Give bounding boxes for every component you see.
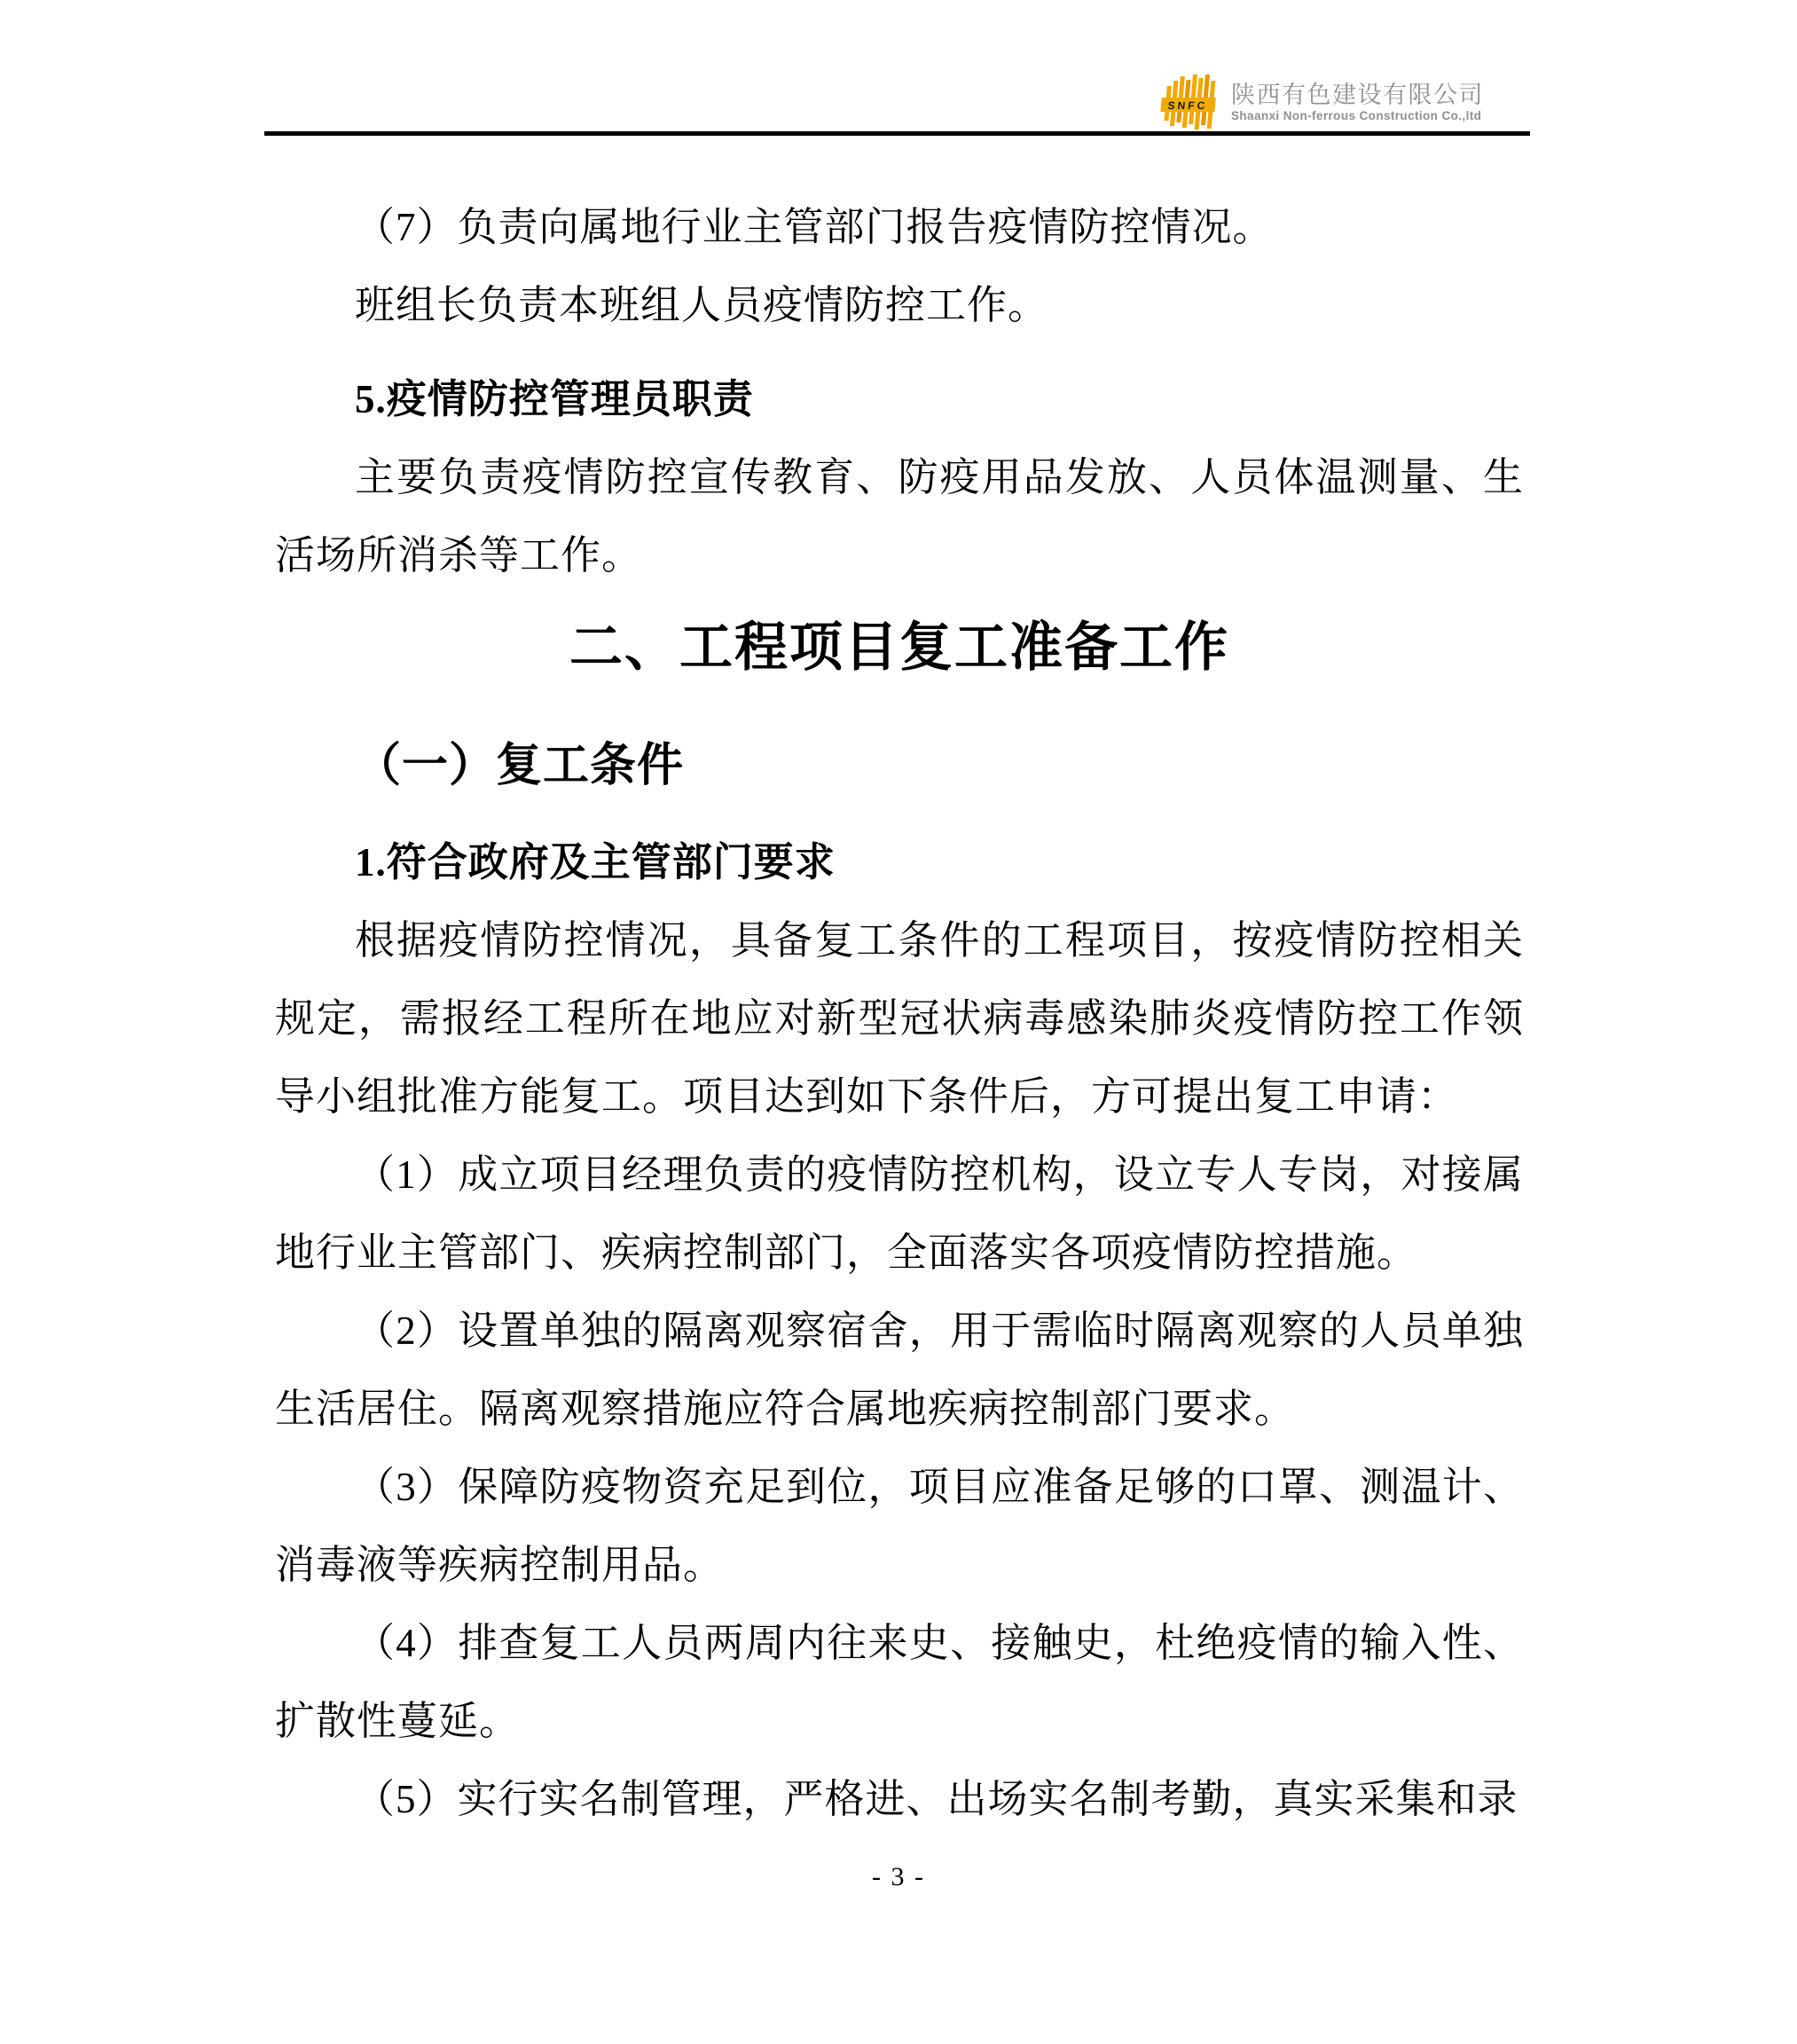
text-line: 规定，需报经工程所在地应对新型冠状病毒感染肺炎疫情防控工作领 [275,996,1524,1041]
paragraph-condition-5 [275,1760,1524,1838]
text-line: 5.疫情防控管理员职责 [355,377,754,421]
paragraph-condition-2 [275,1292,1524,1448]
text-line: 地行业主管部门、疾病控制部门，全面落实各项疫情防控措施。 [275,1230,1418,1275]
text-line: 根据疫情防控情况，具备复工条件的工程项目，按疫情防控相关 [355,918,1524,963]
text-line: （2）设置单独的隔离观察宿舍，用于需临时隔离观察的人员单独 [355,1309,1524,1353]
text-line: （4）排查复工人员两周内往来史、接触史，杜绝疫情的输入性、 [355,1621,1524,1665]
page-number: - 3 - [872,1862,925,1891]
text-line: 主要负责疫情防控宣传教育、防疫用品发放、人员体温测量、生 [355,455,1524,499]
header-rule [264,131,1530,136]
text-line: （5）实行实名制管理，严格进、出场实名制考勤，真实采集和录 [355,1777,1518,1821]
heading-1-gov-requirements [275,823,1524,901]
text-line: （一）复工条件 [355,741,685,791]
paragraph-condition-3 [275,1448,1524,1604]
text-line: 班组长负责本班组人员疫情防控工作。 [355,283,1049,327]
document-body [275,188,1524,1838]
text-line: （3）保障防疫物资充足到位，项目应准备足够的口罩、测温计、 [355,1465,1524,1509]
text-line: 活场所消杀等工作。 [275,533,643,578]
heading-5-admin-duty [275,360,1524,438]
paragraph-gov-requirements [275,901,1524,1136]
paragraph-condition-4 [275,1604,1524,1760]
text-line: （1）成立项目经理负责的疫情防控机构，设立专人专岗，对接属 [355,1152,1524,1197]
text-line: 消毒液等疾病控制用品。 [275,1543,725,1587]
paragraph-condition-1 [275,1136,1524,1292]
text-line: 二、工程项目复工准备工作 [569,618,1229,677]
paragraph-item-7 [275,188,1524,266]
text-line: 生活居住。隔离观察措施应符合属地疾病控制部门要求。 [275,1387,1296,1431]
page-header [1160,75,1484,130]
company-name-block [1231,75,1484,123]
text-line: 导小组批准方能复工。项目达到如下条件后，方可提出复工申请： [275,1074,1459,1119]
text-line: （7）负责向属地行业主管部门报告疫情防控情况。 [355,205,1274,249]
company-name-english: Shaanxi Non-ferrous Construction Co.,ltd [1231,109,1482,122]
paragraph-admin-duty [275,438,1524,594]
company-name-chinese: 陕西有色建设有限公司 [1231,82,1484,108]
heading-section-2 [275,603,1524,692]
text-line: 扩散性蔓延。 [275,1699,521,1743]
logo-text: SNFC [1167,99,1208,112]
text-line: 1.符合政府及主管部门要求 [355,840,836,884]
paragraph-team-leader [275,266,1524,344]
snfc-logo-icon [1160,75,1219,130]
heading-resumption-conditions [275,726,1524,807]
